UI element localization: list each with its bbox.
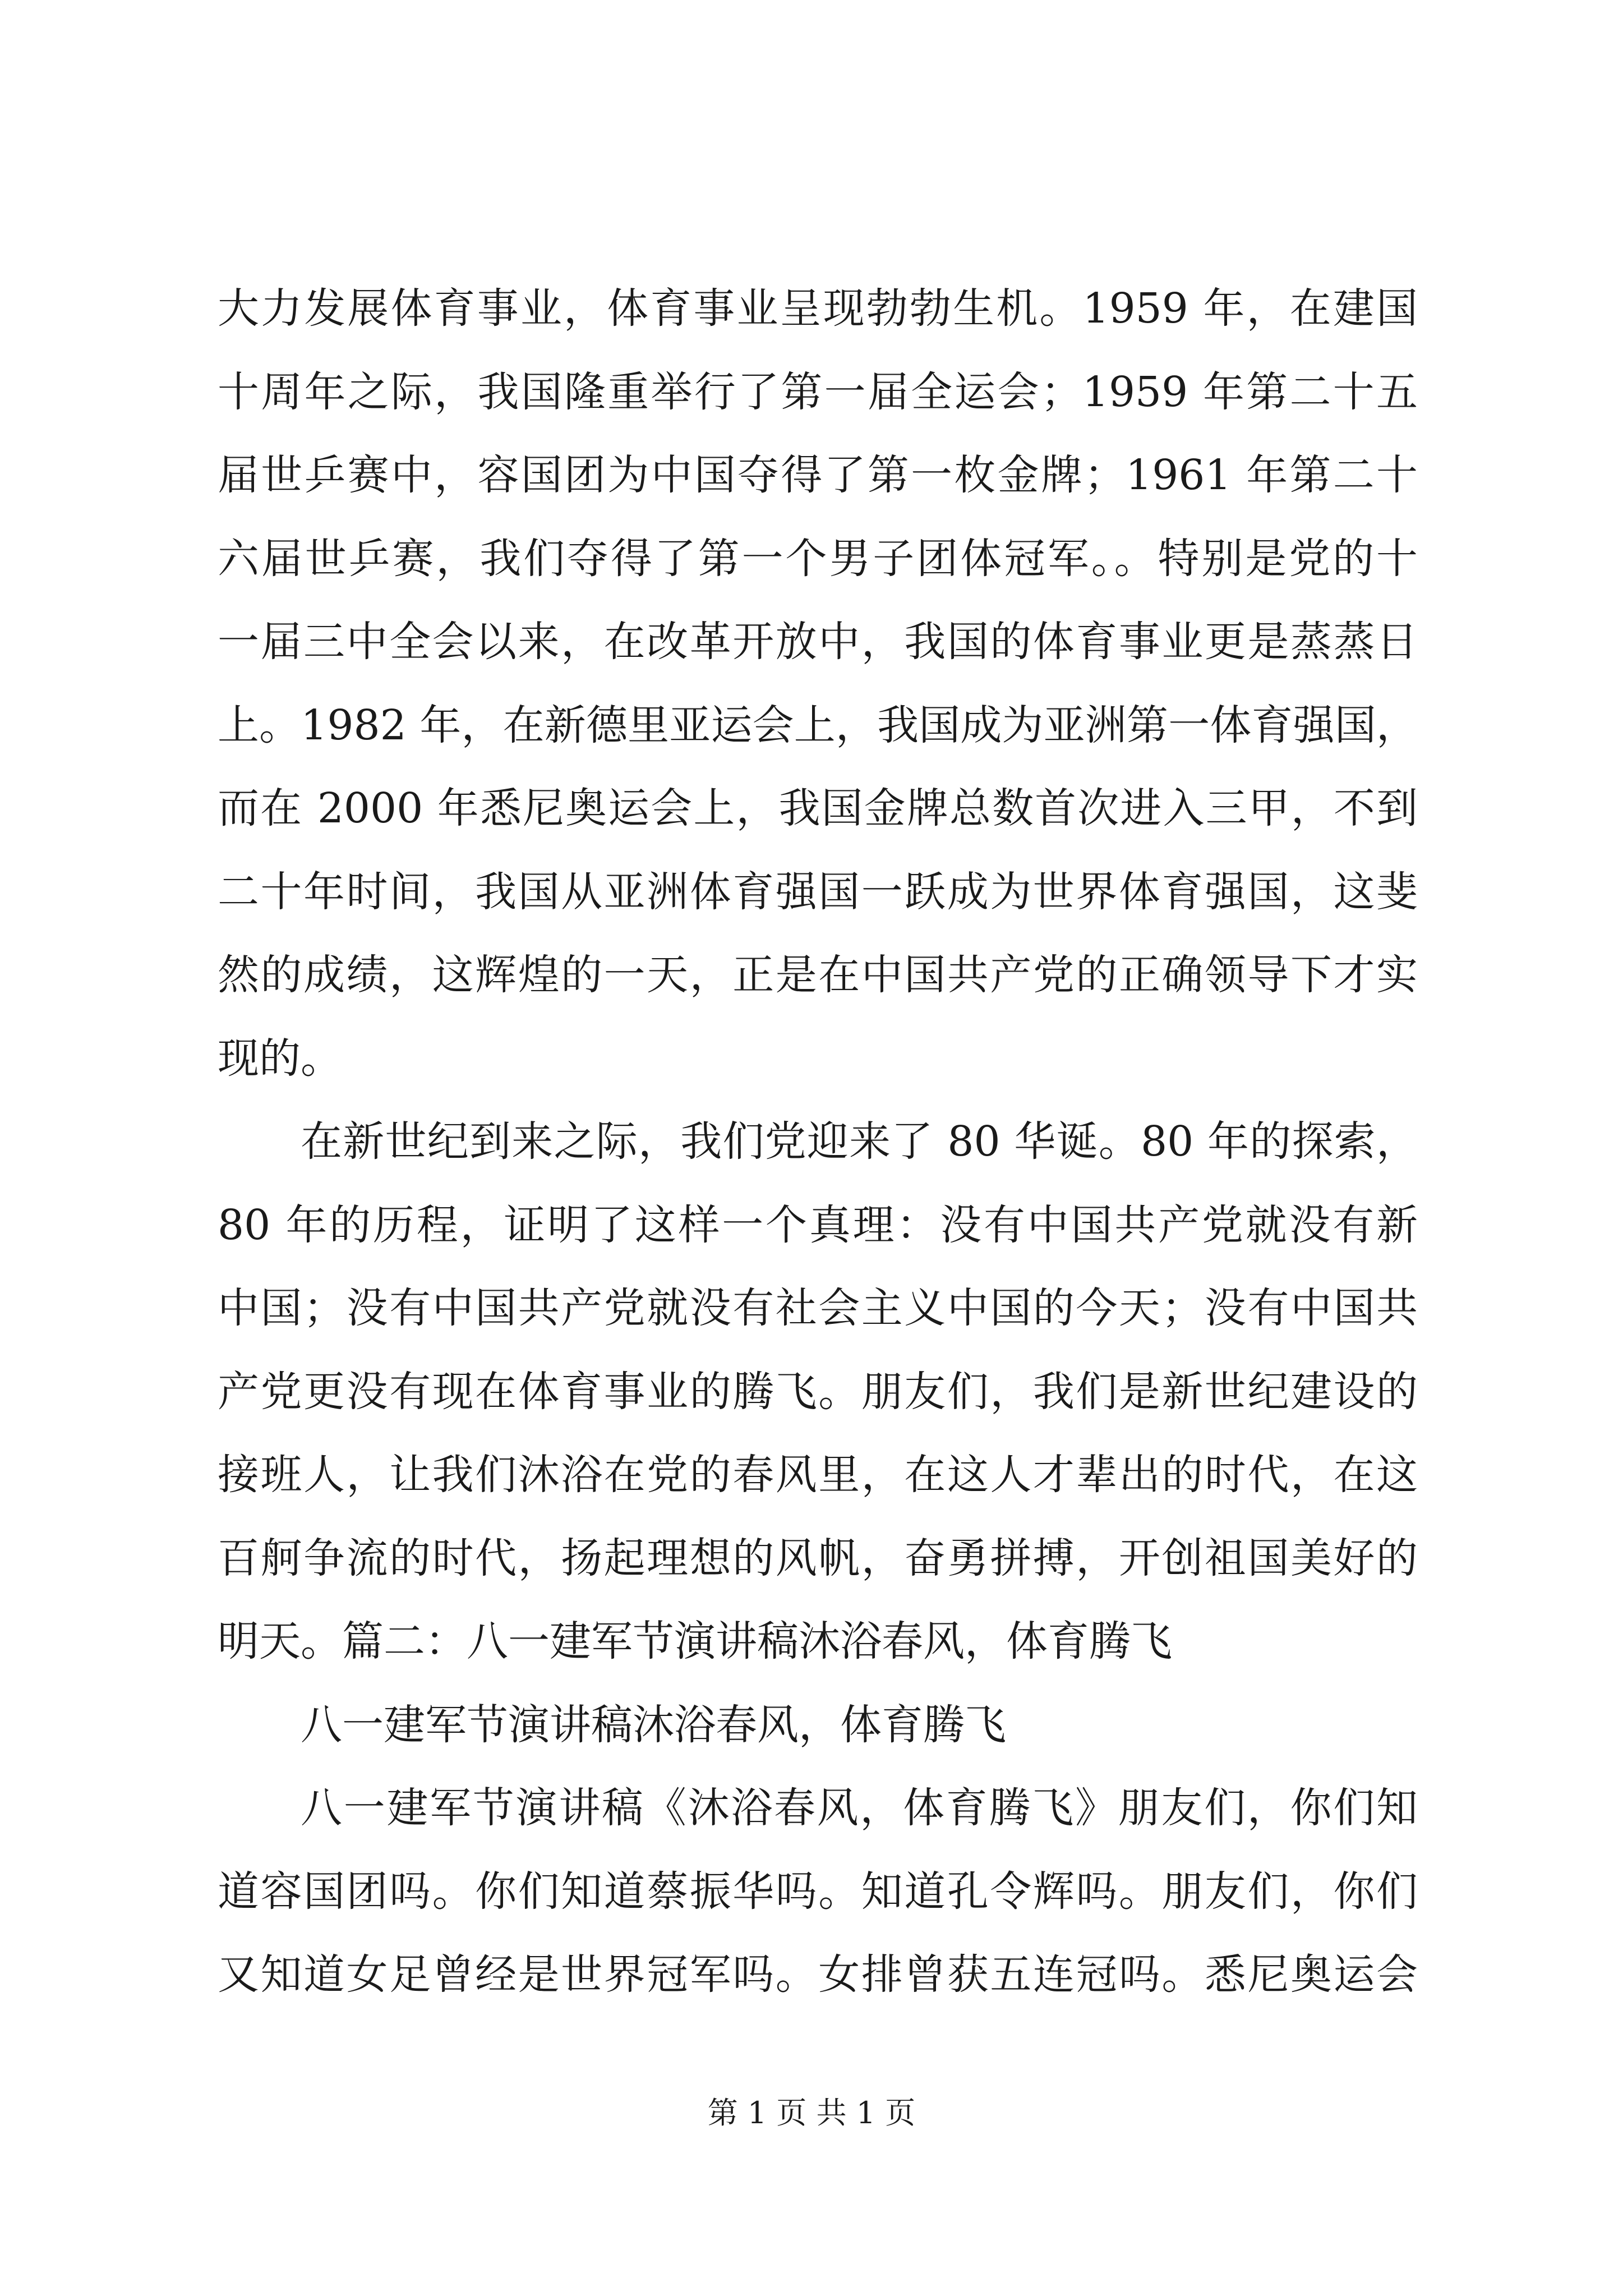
text-line: 二十年时间，我国从亚洲体育强国一跃成为世界体育强国，这斐 xyxy=(218,867,1418,916)
text-line: 上。1982 年，在新德里亚运会上，我国成为亚洲第一体育强国， xyxy=(218,701,1418,749)
text-line: 又知道女足曾经是世界冠军吗。女排曾获五连冠吗。悉尼奥运会 xyxy=(218,1950,1418,1999)
text-line: 明天。篇二：八一建军节演讲稿沐浴春风，体育腾飞 xyxy=(218,1617,1172,1665)
text-line: 百舸争流的时代，扬起理想的风帆，奋勇拼搏，开创祖国美好的 xyxy=(218,1534,1418,1582)
text-line: 在新世纪到来之际，我们党迎来了 80 华诞。80 年的探索， xyxy=(301,1117,1418,1166)
text-line: 然的成绩，这辉煌的一天，正是在中国共产党的正确领导下才实 xyxy=(218,951,1418,999)
text-line: 一届三中全会以来，在改革开放中，我国的体育事业更是蒸蒸日 xyxy=(218,618,1418,666)
document-body xyxy=(218,267,1418,2017)
text-line: 八一建军节演讲稿沐浴春风，体育腾飞 xyxy=(301,1700,1006,1749)
text-line: 80 年的历程，证明了这样一个真理：没有中国共产党就没有新 xyxy=(218,1200,1418,1249)
text-line: 产党更没有现在体育事业的腾飞。朋友们，我们是新世纪建设的 xyxy=(218,1367,1418,1416)
text-line: 接班人，让我们沐浴在党的春风里，在这人才辈出的时代，在这 xyxy=(218,1451,1418,1499)
text-line: 八一建军节演讲稿《沐浴春风，体育腾飞》朋友们，你们知 xyxy=(301,1784,1418,1832)
text-line: 道容国团吗。你们知道蔡振华吗。知道孔令辉吗。朋友们，你们 xyxy=(218,1867,1418,1916)
text-line: 届世乒赛中，容国团为中国夺得了第一枚金牌；1961 年第二十 xyxy=(218,451,1418,499)
text-line: 六届世乒赛，我们夺得了第一个男子团体冠军。。特别是党的十 xyxy=(218,534,1418,583)
text-line: 中国；没有中国共产党就没有社会主义中国的今天；没有中国共 xyxy=(218,1284,1418,1332)
page-footer: 第 1 页 共 1 页 xyxy=(707,2095,916,2131)
text-line: 现的。 xyxy=(218,1034,342,1083)
text-line: 而在 2000 年悉尼奥运会上，我国金牌总数首次进入三甲，不到 xyxy=(218,784,1418,832)
text-line: 十周年之际，我国隆重举行了第一届全运会；1959 年第二十五 xyxy=(218,367,1418,416)
text-line: 大力发展体育事业，体育事业呈现勃勃生机。1959 年，在建国 xyxy=(218,284,1418,333)
